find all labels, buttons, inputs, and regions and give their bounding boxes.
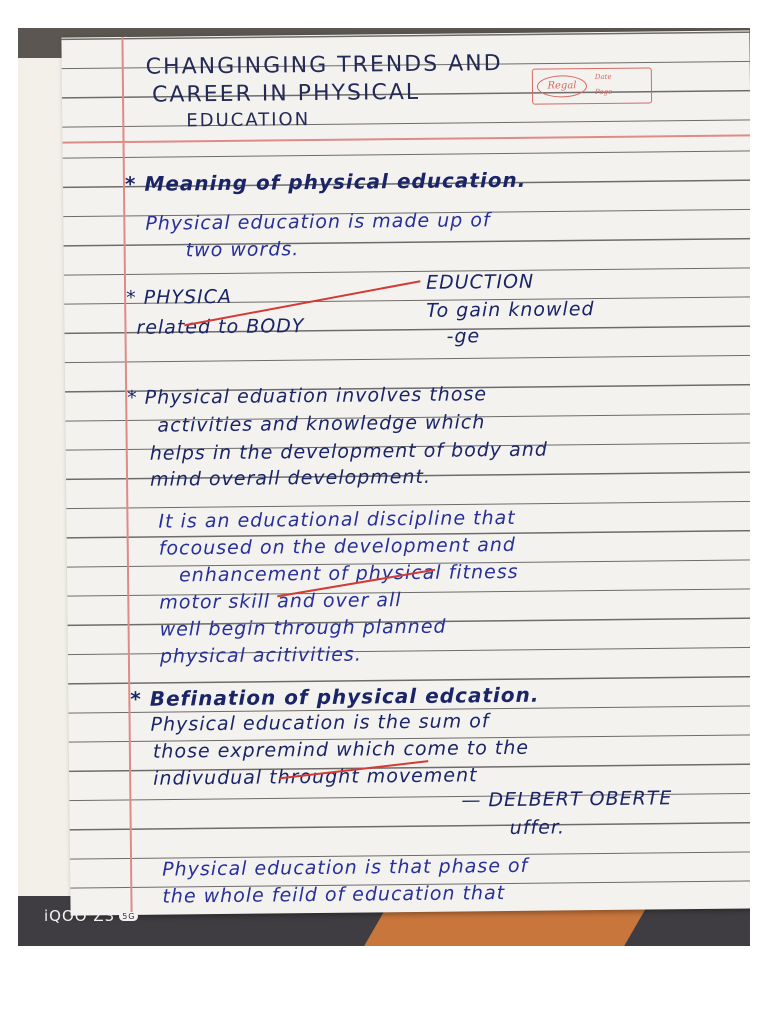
physica-meaning: related to BODY [136,315,305,339]
discipline-line-4: motor skill and over all [159,589,402,614]
page-label: Page [594,87,613,97]
attribution-line-2: uffer. [509,816,566,839]
definition-heading: * Befination of physical edcation. [130,682,540,711]
involves-line-1: * Physical eduation involves those [127,383,488,409]
discipline-line-2: focoused on the development and [158,533,517,560]
camera-model: iQOO Z3 [44,907,116,925]
eduction-meaning-2: -ge [446,325,481,348]
camera-watermark [44,907,138,925]
camera-5g-badge: 5G [119,912,138,921]
involves-line-3: helps in the development of body and [149,438,548,465]
physica-word: * PHYSICA [126,285,233,309]
title-line-2: CAREER IN PHYSICAL [151,79,421,108]
title-line-3: EDUCATION [186,109,311,132]
definition-line-3: indivudual throught movement [153,764,478,790]
discipline-line-5: well begin through planned [159,615,447,641]
attribution-line-1: — DELBERT OBERTE [461,787,673,812]
involves-line-2: activities and knowledge which [157,411,486,437]
eduction-word: EDUCTION [425,270,535,294]
meaning-body-2: two words. [185,238,300,262]
title-line-1: CHANGINGING TRENDS AND [145,51,503,80]
final-line-1: Physical education is that phase of [162,854,529,881]
notebook-logo [532,67,652,104]
eduction-meaning-1: To gain knowled [426,298,595,322]
notebook-photo [18,28,750,946]
final-line-2: the whole feild of education that [162,882,506,908]
definition-line-1: Physical education is the sum of [150,710,490,736]
definition-line-2: those expremind which come to the [152,736,530,763]
notebook-page [61,30,750,915]
discipline-line-6: physical acitivities. [159,643,362,668]
involves-line-4: mind overall development. [149,465,432,491]
discipline-line-3: enhancement of physical fitness [178,560,519,587]
margin-line [121,37,132,915]
meaning-heading: * Meaning of physical education. [124,167,527,196]
discipline-line-1: It is an educational discipline that [158,506,516,533]
date-label: Date [594,72,612,82]
brand-logo: Regal [537,75,587,98]
meaning-body-1: Physical education is made up of [145,209,491,235]
header-rule [63,134,750,143]
